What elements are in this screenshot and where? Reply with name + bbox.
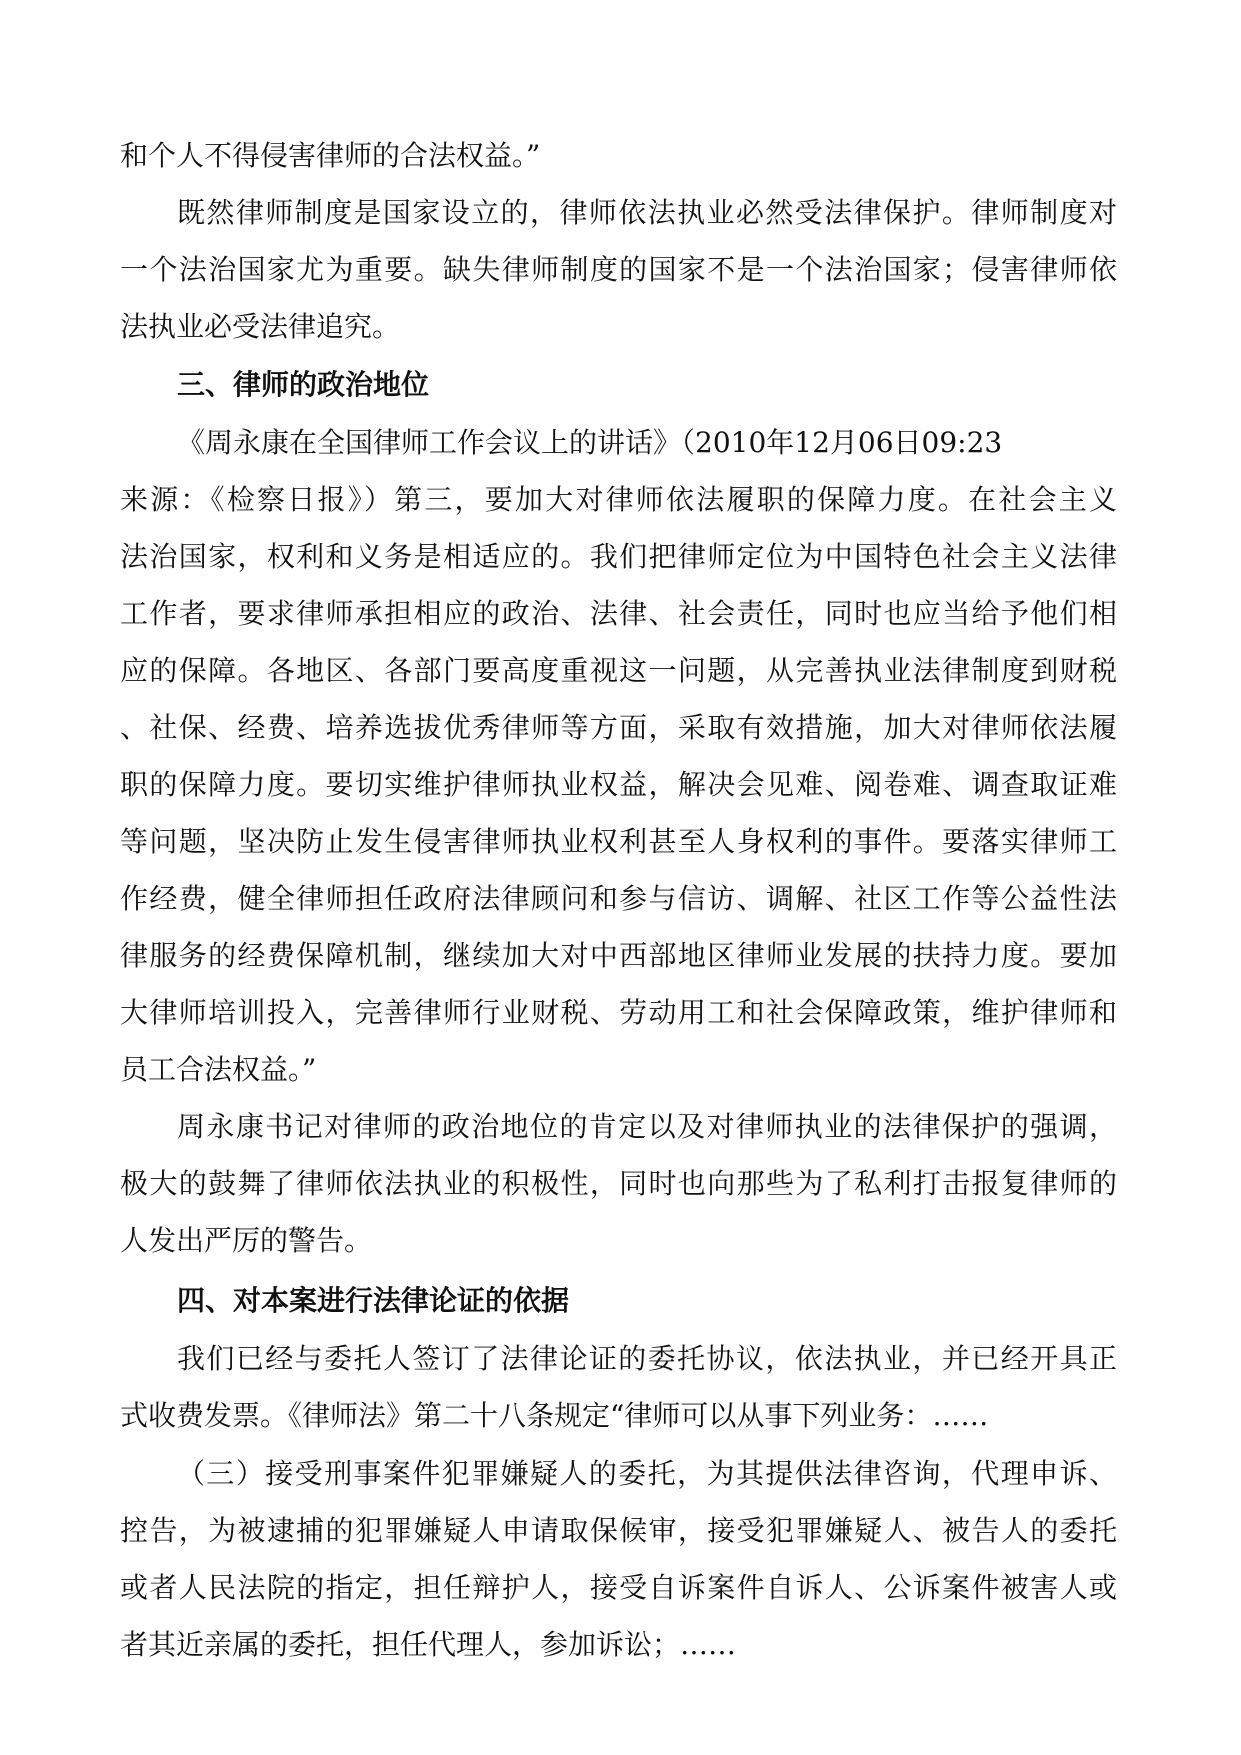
- paragraph-line: 工作者，要求律师承担相应的政治、法律、社会责任，同时也应当给予他们相: [120, 597, 1117, 630]
- paragraph-line: 律服务的经费保障机制，继续加大对中西部地区律师业发展的扶持力度。要加: [120, 939, 1117, 972]
- paragraph-line: 、社保、经费、培养选拔优秀律师等方面，采取有效措施，加大对律师依法履: [120, 711, 1117, 744]
- paragraph-line: 我们已经与委托人签订了法律论证的委托协议，依法执业，并已经开具正: [177, 1342, 1117, 1375]
- paragraph-line: 法治国家，权利和义务是相适应的。我们把律师定位为中国特色社会主义法律: [120, 540, 1117, 573]
- paragraph-line: 极大的鼓舞了律师依法执业的积极性，同时也向那些为了私利打击报复律师的: [120, 1167, 1117, 1200]
- paragraph-line: 作经费，健全律师担任政府法律顾问和参与信访、调解、社区工作等公益性法: [120, 882, 1117, 915]
- paragraph-line: 一个法治国家尤为重要。缺失律师制度的国家不是一个法治国家；侵害律师依: [120, 253, 1117, 286]
- paragraph-line: 职的保障力度。要切实维护律师执业权益，解决会见难、阅卷难、调查取证难: [120, 768, 1117, 801]
- paragraph-line: （三）接受刑事案件犯罪嫌疑人的委托，为其提供法律咨询，代理申诉、: [177, 1457, 1117, 1490]
- paragraph-line: 来源：《检察日报》）第三，要加大对律师依法履职的保障力度。在社会主义: [120, 483, 1117, 516]
- paragraph-line: 和个人不得侵害律师的合法权益。”: [120, 139, 541, 172]
- paragraph-line: 等问题，坚决防止发生侵害律师执业权利甚至人身权利的事件。要落实律师工: [120, 825, 1117, 858]
- paragraph-line: 既然律师制度是国家设立的，律师依法执业必然受法律保护。律师制度对: [177, 196, 1117, 229]
- paragraph-line: 员工合法权益。”: [120, 1053, 317, 1086]
- paragraph-line: 大律师培训投入，完善律师行业财税、劳动用工和社会保障政策，维护律师和: [120, 996, 1117, 1029]
- paragraph-line: 人发出严厉的警告。: [120, 1224, 373, 1257]
- paragraph-line: 式收费发票。《律师法》第二十八条规定“律师可以从事下列业务：……: [120, 1399, 989, 1432]
- section-heading: 三、律师的政治地位: [177, 368, 430, 401]
- paragraph-line: 《周永康在全国律师工作会议上的讲话》（2010年12月06日09:23: [177, 426, 1003, 459]
- paragraph-line: 周永康书记对律师的政治地位的肯定以及对律师执业的法律保护的强调，: [177, 1110, 1117, 1143]
- paragraph-line: 控告，为被逮捕的犯罪嫌疑人申请取保候审，接受犯罪嫌疑人、被告人的委托: [120, 1514, 1117, 1547]
- section-heading: 四、对本案进行法律论证的依据: [177, 1284, 570, 1317]
- paragraph-line: 者其近亲属的委托，担任代理人，参加诉讼；……: [120, 1628, 737, 1661]
- paragraph-line: 应的保障。各地区、各部门要高度重视这一问题，从完善执业法律制度到财税: [120, 654, 1117, 687]
- paragraph-line: 法执业必受法律追究。: [120, 310, 401, 343]
- paragraph-line: 或者人民法院的指定，担任辩护人，接受自诉案件自诉人、公诉案件被害人或: [120, 1571, 1117, 1604]
